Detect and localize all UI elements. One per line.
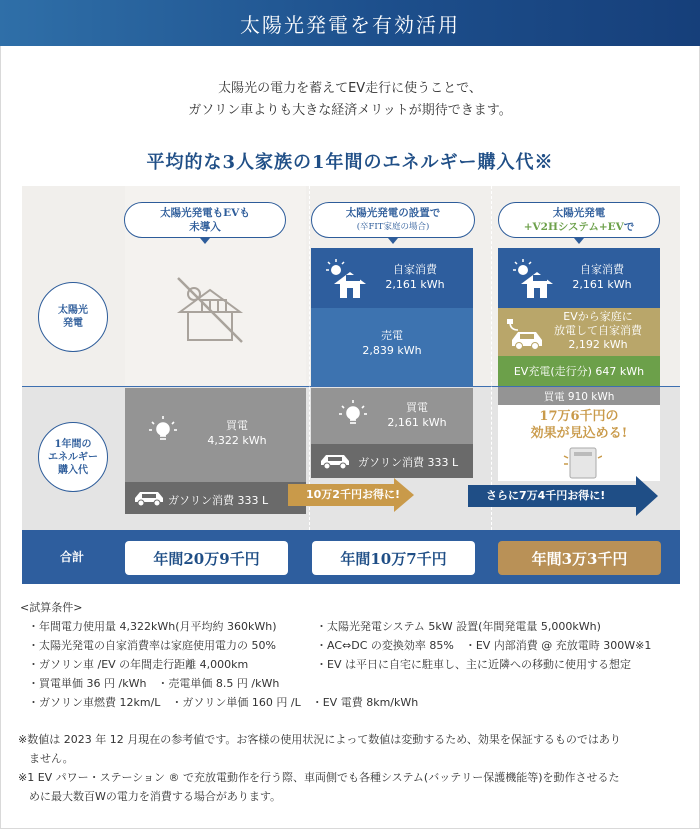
conditions-row-1	[20, 617, 680, 636]
col1-heading	[124, 202, 286, 238]
intro-line-1: 太陽光の電力を蓄えてEV走行に使うことで、	[218, 81, 482, 96]
col3-heading-suffix: で	[623, 221, 635, 233]
col2-self-label	[370, 262, 460, 292]
chart-title: 平均的な3人家族の1年間のエネルギー購入代※	[146, 152, 554, 173]
condition-item: ・年間電力使用量 4,322kWh(月平均約 360kWh)	[28, 620, 277, 633]
col1-heading-line-1: 太陽光発電もEVも	[160, 207, 250, 219]
footnotes	[18, 730, 686, 806]
col1-heading-line-2: 未導入	[189, 221, 221, 233]
condition-item: ・ガソリン車 /EV の年間走行距離 4,000km	[28, 658, 249, 671]
light-bulb-icon	[338, 398, 368, 436]
comparison-panel	[22, 186, 680, 584]
col2-heading	[311, 202, 475, 238]
col3-total: 年間3万3千円	[498, 541, 661, 575]
page-title-text: 太陽光発電を有効活用	[240, 12, 460, 37]
col3-ev-home-value: 2,192 kWh	[568, 338, 628, 351]
note-2-line-2: めに最大数百Wの電力を消費する場合があります。	[18, 790, 281, 803]
col1-heading-pointer	[200, 238, 210, 244]
col2-heading-line-2: (卒FIT家庭の場合)	[356, 222, 430, 232]
col3-ev-home-line-1: EVから家庭に	[563, 310, 633, 323]
col3-savings: さらに7万4千円お得に!	[486, 489, 606, 502]
col2-total: 年間10万7千円	[312, 541, 475, 575]
col3-heading-line-2	[524, 220, 635, 234]
col2-self-title: 自家消費	[393, 263, 437, 276]
conditions-row-3	[20, 655, 680, 674]
col3-self-value: 2,161 kWh	[572, 278, 632, 291]
col2-heading-pointer	[388, 238, 398, 244]
condition-item: ・太陽光発電の自家消費率は家庭使用電力の 50%	[28, 639, 276, 652]
col3-effect-line-2: 効果が見込める!	[530, 426, 628, 441]
solar-house-icon	[320, 256, 368, 304]
col3-heading-pointer	[574, 238, 584, 244]
condition-item: ・AC⇔DC の変換効率 85% ・EV 内部消費 @ 充放電時 300W※1	[316, 639, 652, 652]
col2-buy-value: 2,161 kWh	[387, 416, 447, 429]
ev-charging-car-icon	[506, 318, 546, 356]
col3-heading-ev: EV	[607, 221, 624, 233]
col3-heading-plus-2: +	[598, 221, 608, 233]
col2-sell-title: 売電	[381, 329, 403, 342]
col3-ev-home-label	[542, 310, 654, 352]
col1-gasoline: ガソリン消費 333 L	[168, 494, 269, 507]
conditions-row-2	[20, 636, 680, 655]
col2-sell-value: 2,839 kWh	[362, 344, 422, 357]
col1-buy-value: 4,322 kWh	[207, 434, 267, 447]
purchase-row-label	[38, 422, 108, 492]
purchase-row-label-line-2: エネルギー	[48, 451, 98, 463]
col3-buy: 買電 910 kWh	[543, 391, 615, 403]
col2-sell-label	[311, 328, 473, 358]
col1-buy-label	[182, 418, 292, 448]
col2-savings: 10万2千円お得に!	[306, 488, 400, 501]
col3-ev-charge: EV充電(走行分) 647 kWh	[513, 365, 645, 378]
col3-effect	[498, 408, 660, 442]
col2-buy-title: 買電	[406, 401, 428, 414]
col2-self-value: 2,161 kWh	[385, 278, 445, 291]
col3-heading-line-1: 太陽光発電	[552, 207, 606, 219]
col3-effect-line-1: 17万6千円の	[539, 409, 619, 424]
page-title	[0, 0, 700, 46]
col2-buy-label	[372, 400, 462, 430]
col3-heading	[498, 202, 660, 238]
purchase-row-label-line-3: 購入代	[58, 464, 88, 476]
col3-ev-home-line-2: 放電して自家消費	[554, 324, 642, 337]
col3-self-label	[557, 262, 647, 292]
solar-house-icon	[172, 272, 248, 344]
note-1-line-2: ません。	[18, 752, 74, 765]
col3-heading-plus-1: +	[523, 221, 533, 233]
condition-item: ・ガソリン車燃費 12km/L ・ガソリン単価 160 円 /L ・EV 電費 8km/kWh	[28, 696, 419, 709]
total-row-label: 合計	[60, 550, 85, 564]
note-2-line-1: ※1 EV パワー・ステーション ® で充放電動作を行う際、車両側でも各種システム(バッテリー保護機能等)を動作させるた	[18, 771, 620, 784]
intro-text	[0, 78, 700, 122]
condition-item: ・EV は平日に自宅に駐車し、主に近隣への移動に使用する想定	[316, 658, 631, 671]
conditions-heading: <試算条件>	[20, 601, 83, 614]
solar-row-label-line-2: 発電	[63, 318, 83, 329]
light-bulb-icon	[148, 414, 178, 452]
note-1-line-1: ※数値は 2023 年 12 月現在の参考値です。お客様の使用状況によって数値は変動するため、効果を保証するものではあり	[18, 733, 621, 746]
car-icon	[318, 451, 352, 475]
solar-row-label-line-1: 太陽光	[58, 305, 88, 316]
condition-item: ・太陽光発電システム 5kW 設置(年間発電量 5,000kWh)	[316, 620, 601, 633]
solar-house-icon	[507, 256, 555, 304]
col1-buy-title: 買電	[226, 419, 248, 432]
col2-gasoline: ガソリン消費 333 L	[358, 456, 459, 469]
col1-total: 年間20万9千円	[125, 541, 288, 575]
col3-self-title: 自家消費	[580, 263, 624, 276]
intro-line-2: ガソリン車よりも大きな経済メリットが期待できます。	[188, 103, 512, 118]
col2-heading-line-1: 太陽光発電の設置で	[345, 207, 441, 219]
conditions-row-4	[20, 674, 680, 693]
purchase-row-label-line-1: 1年間の	[54, 438, 92, 450]
calculation-conditions	[20, 598, 680, 712]
car-icon	[132, 488, 166, 512]
condition-item: ・買電単価 36 円 /kWh ・売電単価 8.5 円 /kWh	[28, 677, 280, 690]
col3-heading-v2h: V2Hシステム	[532, 221, 599, 233]
conditions-row-5	[20, 693, 680, 712]
solar-row-label	[38, 282, 108, 352]
